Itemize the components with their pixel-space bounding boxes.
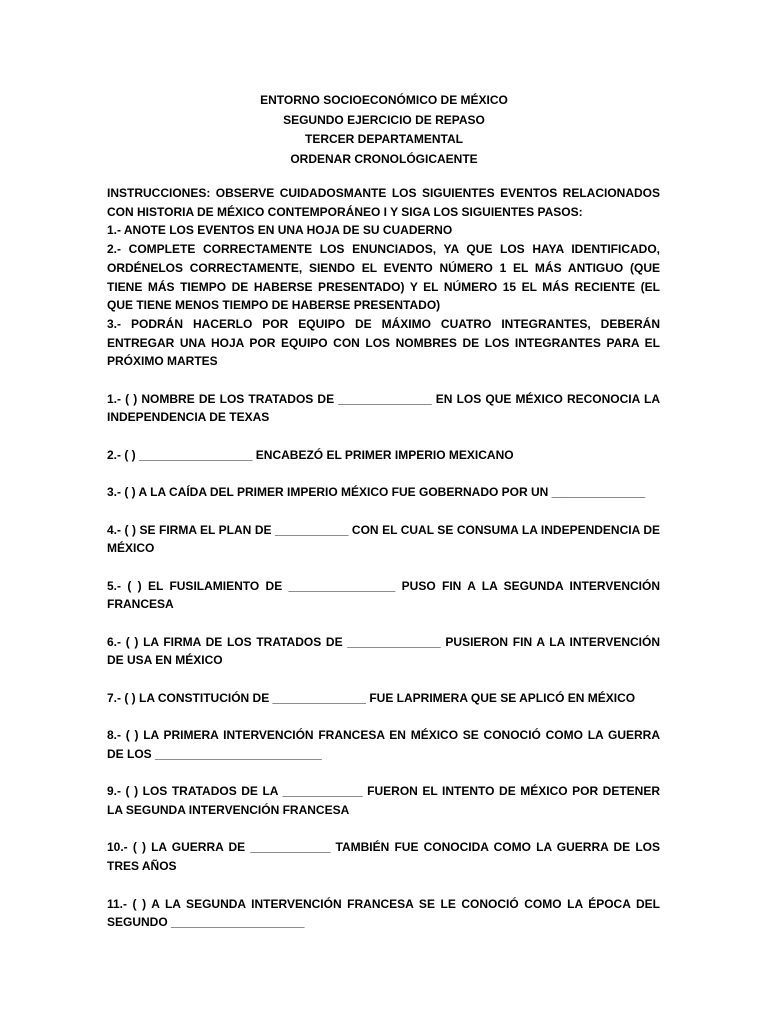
question-7: 7.- ( ) LA CONSTITUCIÓN DE ______________ FUE LAPRIMERA QUE SE APLICÓ EN MÉXICO — [107, 690, 636, 705]
instructions-step-2: 2.- COMPLETE CORRECTAMENTE LOS ENUNCIADOS, YA QUE LOS HAYA IDENTIFICADO, ORDÉNELOS CORRECTAMENTE, SIENDO EL EVENTO NÚMERO 1 EL MÁS ANTIGUO (QUE TIENE MÁS TIEMPO DE HABERSE PRESENTADO) Y EL NÚMERO 15 EL MÁS RECIENTE (EL QUE TIENE MENOS TIEMPO DE HABERSE PRESENTADO) — [107, 242, 660, 313]
question-5: 5.- ( ) EL FUSILAMIENTO DE ________________ PUSO FIN A LA SEGUNDA INTERVENCIÓN FRANCESA — [107, 578, 660, 612]
question-4: 4.- ( ) SE FIRMA EL PLAN DE ___________ CON EL CUAL SE CONSUMA LA INDEPENDENCIA DE MÉXICO — [107, 522, 660, 556]
spacer — [107, 876, 660, 895]
spacer — [107, 465, 660, 484]
instructions-intro: INSTRUCCIONES: OBSERVE CUIDADOSMANTE LOS SIGUIENTES EVENTOS RELACIONADOS CON HISTORIA DE MÉXICO CONTEMPORÁNEO I Y SIGA LOS SIGUIENTES PASOS: — [107, 186, 660, 219]
question-3: 3.- ( ) A LA CAÍDA DEL PRIMER IMPERIO MÉXICO FUE GOBERNADO POR UN ______________ — [107, 485, 646, 500]
header-course-title: ENTORNO SOCIOECONÓMICO DE MÉXICO — [260, 93, 508, 107]
question-8: 8.- ( ) LA PRIMERA INTERVENCIÓN FRANCESA EN MÉXICO SE CONOCIÓ COMO LA GUERRA DE LOS _________________________ — [107, 728, 660, 761]
spacer — [107, 820, 660, 839]
spacer — [107, 764, 660, 783]
spacer — [107, 614, 660, 633]
question-11: 11.- ( ) A LA SEGUNDA INTERVENCIÓN FRANCESA SE LE CONOCIÓ COMO LA ÉPOCA DEL SEGUNDO ____________________ — [107, 896, 660, 930]
instructions-step-1: 1.- ANOTE LOS EVENTOS EN UNA HOJA DE SU CUADERNO — [107, 223, 453, 238]
spacer — [107, 708, 660, 727]
instructions-step-3: 3.- PODRÁN HACERLO POR EQUIPO DE MÁXIMO CUATRO INTEGRANTES, DEBERÁN ENTREGAR UNA HOJA POR EQUIPO CON LOS NOMBRES DE LOS INTEGRANTES PARA EL PRÓXIMO MARTES — [107, 316, 660, 369]
spacer — [107, 371, 660, 390]
header-task-title: ORDENAR CRONOLÓGICAENTE — [290, 151, 478, 166]
spacer — [107, 558, 660, 577]
document-header — [0, 91, 768, 169]
header-exam-period: TERCER DEPARTAMENTAL — [305, 132, 463, 146]
spacer — [107, 502, 660, 521]
spacer — [107, 427, 660, 446]
question-6: 6.- ( ) LA FIRMA DE LOS TRATADOS DE ______________ PUSIERON FIN A LA INTERVENCIÓN DE USA EN MÉXICO — [107, 634, 660, 668]
question-1: 1.- ( ) NOMBRE DE LOS TRATADOS DE ______________ EN LOS QUE MÉXICO RECONOCIA LA INDEPENDENCIA DE TEXAS — [107, 391, 660, 425]
document-body — [107, 184, 660, 932]
question-10: 10.- ( ) LA GUERRA DE ____________ TAMBIÉN FUE CONOCIDA COMO LA GUERRA DE LOS TRES AÑOS — [107, 840, 660, 874]
header-exercise-title: SEGUNDO EJERCICIO DE REPASO — [283, 112, 485, 127]
spacer — [107, 670, 660, 689]
question-9: 9.- ( ) LOS TRATADOS DE LA ____________ FUERON EL INTENTO DE MÉXICO POR DETENER LA SEGUNDA INTERVENCIÓN FRANCESA — [107, 784, 660, 818]
question-2: 2.- ( ) _________________ ENCABEZÓ EL PRIMER IMPERIO MEXICANO — [107, 447, 514, 462]
